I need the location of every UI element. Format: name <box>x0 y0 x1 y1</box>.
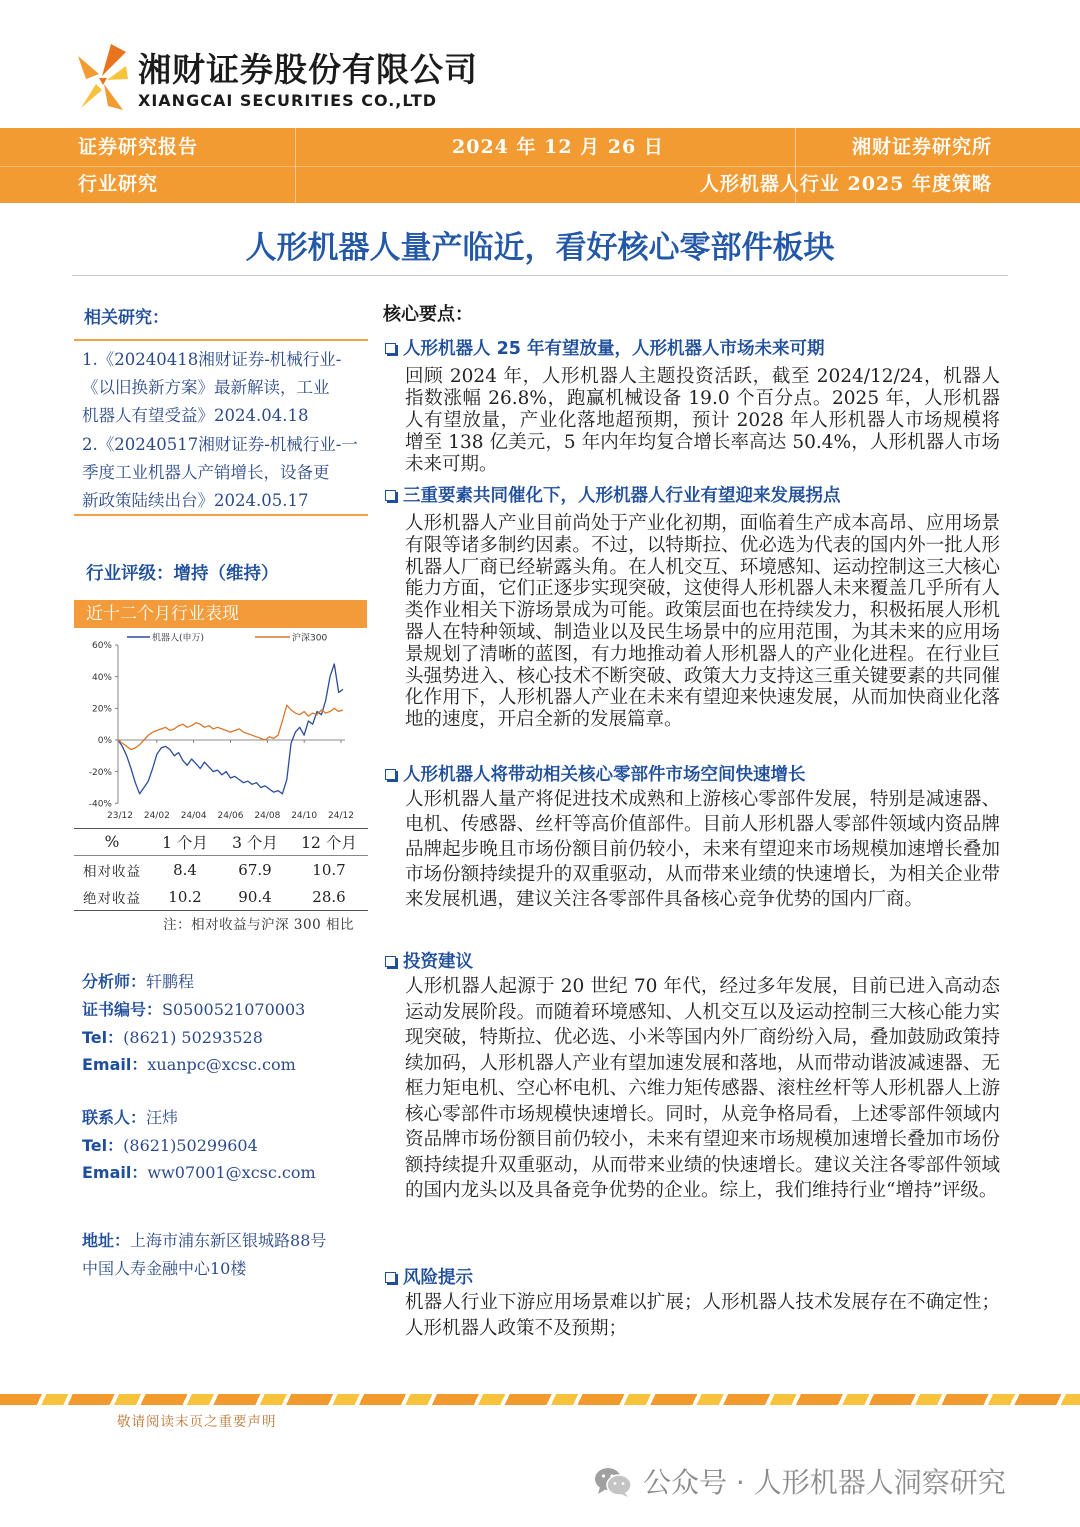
label: Email： <box>82 1055 148 1074</box>
analyst-name <box>82 968 194 996</box>
analyst-certificate <box>82 996 305 1024</box>
section-heading <box>383 763 1005 787</box>
analyst-tel <box>82 1024 263 1052</box>
section-heading <box>383 484 1005 508</box>
section-heading <box>383 950 1005 974</box>
label: Email： <box>82 1163 148 1182</box>
x-tick-label: 24/10 <box>291 811 318 821</box>
x-tick-label: 23/12 <box>107 811 133 821</box>
section-4 <box>383 950 1005 1204</box>
x-tick-label: 24/08 <box>254 811 281 821</box>
label: 地址： <box>82 1231 131 1250</box>
table-header-row <box>74 829 368 856</box>
x-tick-label: 24/04 <box>180 811 207 821</box>
title-divider <box>72 275 1008 276</box>
y-tick-label: 40% <box>91 672 112 683</box>
company-name-en: XIANGCAI SECURITIES CO.,LTD <box>138 91 438 110</box>
table-cell: 67.9 <box>238 860 272 879</box>
contact-tel <box>82 1132 258 1160</box>
contact-email <box>82 1159 316 1187</box>
related-item-line: 机器人有望受益》2024.04.18 <box>82 406 309 426</box>
y-tick-label: 20% <box>91 704 112 715</box>
label: Tel： <box>82 1028 124 1047</box>
checkbox-bullet-icon <box>385 343 396 354</box>
related-item-line: 2.《20240517湘财证券-机械行业-一 <box>82 434 358 454</box>
legend-label-robot-index: 机器人(申万) <box>152 633 205 644</box>
contact-name <box>82 1104 178 1132</box>
series-line-robot-index <box>118 664 343 794</box>
legend-label-csi300: 沪深300 <box>292 633 328 644</box>
section-3 <box>383 763 1005 912</box>
table-note: 注：相对收益与沪深 300 相比 <box>163 917 354 933</box>
label: Tel： <box>82 1136 124 1155</box>
section-heading-text: 人形机器人 25 年有望放量，人形机器人市场未来可期 <box>403 339 825 359</box>
y-tick-label: 60% <box>91 641 112 652</box>
y-tick-label: -40% <box>88 799 112 810</box>
industry-rating: 行业评级：增持（维持） <box>86 564 279 584</box>
report-subject: 人形机器人行业 2025 年度策略 <box>699 173 992 195</box>
value: (8621)50299604 <box>123 1136 258 1155</box>
table-cell: 90.4 <box>238 887 272 906</box>
report-title: 人形机器人量产临近，看好核心零部件板块 <box>245 230 835 266</box>
related-research-title: 相关研究： <box>84 308 169 328</box>
report-category: 行业研究 <box>78 173 159 195</box>
label: 联系人： <box>82 1108 147 1127</box>
value: S0500521070003 <box>162 1000 306 1019</box>
table-cell: 10.2 <box>168 887 202 906</box>
checkbox-bullet-icon <box>385 490 396 501</box>
address-line-2: 中国人寿金融中心10楼 <box>82 1259 247 1278</box>
related-research-list <box>82 346 368 515</box>
value: (8621) 50293528 <box>123 1028 263 1047</box>
key-points-title: 核心要点： <box>383 304 473 325</box>
report-date: 2024 年 12 月 26 日 <box>452 136 664 158</box>
section-5 <box>383 1266 1005 1342</box>
related-item-line: 《以旧换新方案》最新解读，工业 <box>82 378 330 398</box>
value: ww07001@xcsc.com <box>147 1163 316 1182</box>
y-tick-label: 0% <box>97 736 112 747</box>
value: 轩鹏程 <box>146 972 195 991</box>
related-item-line: 新政策陆续出台》2024.05.17 <box>82 490 309 510</box>
table-row <box>74 856 368 883</box>
divider <box>74 339 368 341</box>
company-name-cn: 湘财证券股份有限公司 <box>138 50 478 89</box>
value: 上海市浦东新区银城路88号 <box>130 1231 327 1250</box>
section-body: 人形机器人量产将促进技术成熟和上游核心零部件发展，特别是减速器、电机、传感器、丝杆等高价值部件。目前人形机器人零部件领域内资品牌品牌起步晚且市场份额目前仍较小，未来有望迎来市场规模加速增长叠加市场份额持续提升的双重驱动，从而带来业绩的快速增长，为相关企业带来发展机遇，建议关注各零部件具备核心竞争优势的国内厂商。 <box>405 789 1000 910</box>
label: 证书编号： <box>82 1000 163 1019</box>
table-cell: 28.6 <box>312 887 346 906</box>
report-type: 证券研究报告 <box>78 136 199 158</box>
checkbox-bullet-icon <box>385 769 396 780</box>
table-row <box>74 883 368 910</box>
section-2 <box>383 484 1005 731</box>
table-cell: 10.7 <box>312 860 346 879</box>
wechat-icon <box>594 1466 632 1498</box>
section-body: 人形机器人产业目前尚处于产业化初期，面临着生产成本高昂、应用场景有限等诸多制约因素。不过，以特斯拉、优必选为代表的国内外一批人形机器人厂商已经崭露头角。在人机交互、环境感知、运动控制这三大核心能力方面，它们正逐步实现突破，这使得人形机器人未来覆盖几乎所有人类作业相关下游场景成为可能。政策层面也在持续发力，积极拓展人形机器人在特种领域、制造业以及民生场景中的应用范围，为其未来的应用场景规划了清晰的蓝图，有力地推动着人形机器人的产业化进程。在行业巨头强势进入、核心技术不断突破、政策大力支持这三重关键要素的共同催化作用下，人形机器人产业在未来有望迎来快速发展，从而加快商业化落地的速度，开启全新的发展篇章。 <box>405 513 1000 731</box>
analyst-email <box>82 1051 296 1079</box>
value: 汪炜 <box>146 1108 179 1127</box>
table-cell: 8.4 <box>173 860 197 879</box>
disclaimer: 敬请阅读末页之重要声明 <box>117 1414 277 1430</box>
section-heading <box>383 337 1005 361</box>
related-item-line: 1.《20240418湘财证券-机械行业- <box>82 350 342 369</box>
performance-table <box>74 828 368 911</box>
x-tick-label: 24/06 <box>217 811 244 821</box>
checkbox-bullet-icon <box>385 1272 396 1283</box>
label: 分析师： <box>82 972 147 991</box>
address-line-1 <box>82 1227 326 1255</box>
value: xuanpc@xcsc.com <box>147 1055 296 1074</box>
table-header-cell: % <box>104 833 120 851</box>
x-tick-label: 24/12 <box>328 811 354 821</box>
chart-title: 近十二个月行业表现 <box>74 600 367 628</box>
banner-divider <box>295 128 296 203</box>
section-body: 回顾 2024 年，人形机器人主题投资活跃，截至 2024/12/24，机器人指数涨幅 26.8%，跑赢机械设备 19.0 个百分点。2025 年，人形机器人有望放量，产业化落地超预期，预计 2028 年人形机器人市场规模将增至 138 亿美元，5 年内年均复合增长率高达 50.4%，人形机器人市场未来可期。 <box>405 366 1000 475</box>
research-institute: 湘财证券研究所 <box>851 136 992 158</box>
row-label: 相对收益 <box>83 863 141 880</box>
row-label: 绝对收益 <box>83 890 141 907</box>
section-heading <box>383 1266 1005 1290</box>
section-heading-text: 风险提示 <box>403 1268 473 1288</box>
table-header-cell: 1 个月 <box>162 834 208 852</box>
section-heading-text: 人形机器人将带动相关核心零部件市场空间快速增长 <box>403 765 806 785</box>
related-item-line: 季度工业机器人产销增长，设备更 <box>82 462 330 482</box>
checkbox-bullet-icon <box>385 956 396 967</box>
divider <box>74 514 368 516</box>
watermark-text: 公众号 · 人形机器人洞察研究 <box>643 1466 1006 1499</box>
section-1 <box>383 337 1005 476</box>
section-heading-text: 三重要素共同催化下，人形机器人行业有望迎来发展拐点 <box>403 486 841 506</box>
xiangcai-logo-icon <box>78 44 128 110</box>
x-tick-label: 24/02 <box>143 811 170 821</box>
section-body: 机器人行业下游应用场景难以扩展；人形机器人技术发展存在不确定性；人形机器人政策不及预期； <box>405 1292 1000 1339</box>
section-heading-text: 投资建议 <box>403 952 473 972</box>
y-tick-label: -20% <box>88 767 112 778</box>
table-header-cell: 3 个月 <box>232 834 278 852</box>
section-body: 人形机器人起源于 20 世纪 70 年代，经过多年发展，目前已进入高动态运动发展阶段。而随着环境感知、人机交互以及运动控制三大核心能力实现突破，特斯拉、优必选、小米等国内外厂商纷纷入局，叠加鼓励政策持续加码，人形机器人产业有望加速发展和落地，从而带动谐波减速器、无框力矩电机、空心杯电机、六维力矩传感器、滚柱丝杆等人形机器人上游核心零部件市场规模快速增长。同时，从竞争格局看，上述零部件领域内资品牌市场份额目前仍较小，未来有望迎来市场规模加速增长叠加市场份额持续提升双重驱动，从而带来业绩的快速增长。建议关注各零部件领域的国内龙头以及具备竞争优势的企业。综上，我们维持行业“增持”评级。 <box>405 976 1000 1201</box>
performance-chart <box>74 630 368 825</box>
table-header-cell: 12 个月 <box>301 834 357 852</box>
footer-stripe <box>0 1394 1080 1405</box>
